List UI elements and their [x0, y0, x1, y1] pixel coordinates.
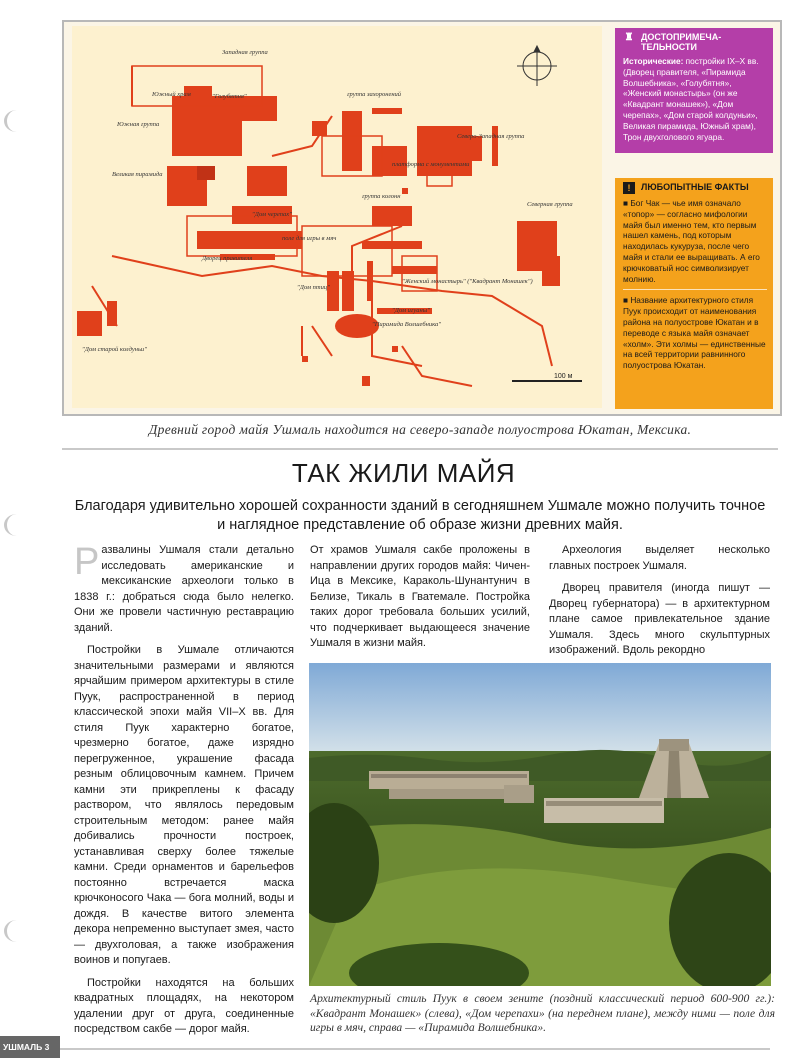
paragraph: Развалины Ушмаля стали детально исследовать американские и мексиканские археологи только в 1838 г.: добраться сюда было нелегко. Они же провели частичную реставрацию зданий. — [74, 541, 294, 634]
map-label: Западная группа — [222, 49, 268, 56]
map-label: Великая пирамида — [112, 171, 163, 178]
article-title: ТАК ЖИЛИ МАЙЯ — [291, 458, 516, 488]
sights-title: ДОСТОПРИМЕЧА-ТЕЛЬНОСТИ — [641, 32, 722, 52]
map-scale: 100 м — [554, 373, 573, 380]
fact-item: ■ Бог Чак — чье имя означало «топор» — согласно мифологии майя был именно тем, кто первым нашел камень, под которым находилась кукуруза, после чего майя и стали ее выращивать. А его крючковатый нос символизирует молнию. — [623, 198, 760, 284]
map-label: "Дом игуаны" — [392, 307, 430, 314]
map-label: "Женский монастырь" ("Квадрант Монашек") — [402, 278, 533, 285]
map-label: Северная группа — [527, 201, 573, 208]
map-label: "Пирамида Волшебника" — [372, 321, 441, 328]
sights-label: Исторические: — [623, 56, 684, 66]
castle-icon: ♜ — [624, 32, 634, 43]
site-map — [72, 26, 602, 408]
map-label: платформа с монументами — [392, 161, 470, 168]
map-label: группа захоронений — [347, 91, 402, 98]
map-label: Южный храм — [152, 91, 191, 98]
paragraph: Постройки находятся на больших квадратных площадях, на некотором удалении друг от друга, соединенные посредством сакбе — дорог майя. — [74, 976, 294, 1035]
map-label: Северо-Западная группа — [457, 133, 525, 140]
photo-caption: Архитектурный стиль Пуук в своем зените (поздний классический период 600-900 гг.): «Квадрант Монашек» (слева), «Дом черепахи» (на переднем плане), между ними — поле для игры в мяч, справа — «Пирамида Волшебника». — [310, 992, 775, 1034]
map-label: "Дом птиц" — [297, 284, 330, 291]
facts-title: ЛЮБОПЫТНЫЕ ФАКТЫ — [641, 182, 749, 192]
exclamation-icon: ! — [623, 182, 635, 194]
article-lead: Благодаря удивительно хорошей сохранности зданий в сегодняшнем Ушмале можно получить точное и наглядное представление об образе жизни древних майя. — [74, 498, 766, 533]
paragraph: Археология выделяет несколько главных построек Ушмаля. — [549, 544, 770, 572]
uxmal-photo — [309, 663, 771, 986]
map-label: поле для игры в мяч — [282, 235, 337, 242]
binder-hole — [4, 514, 29, 536]
divider — [62, 448, 778, 450]
map-label: "Дом старой колдуньи" — [82, 346, 147, 353]
map-label: Дворец правителя — [202, 255, 253, 262]
paragraph: Дворец правителя (иногда пишут — Дворец губернатора) — в архитектурном плане самое привлекательное здание Ушмаля. Здесь много скульптурных изображений. Вдоль рекордно — [549, 582, 770, 656]
sights-box — [615, 28, 773, 153]
divider — [60, 1048, 770, 1050]
map-label: "Голубятня" — [212, 93, 247, 100]
article-column-2 — [310, 543, 530, 659]
sights-text: постройки IX–X вв. (Дворец правителя, «Пирамида Волшебника», «Голубятня», «Женский монастырь» (он же «Квадрант монашек»), «Дом черепах», «Дом старой колдуньи», Великая пирамида, Южный храм), Трон двухголового ягуара. — [623, 56, 759, 142]
facts-box — [615, 178, 773, 409]
page-label: УШМАЛЬ 3 — [0, 1036, 60, 1058]
map-label: "Дом черепах" — [252, 211, 292, 218]
paragraph: От храмов Ушмаля сакбе проложены в направлении других городов майя: Чичен-Ица в Мексике, Караколь-Шунантунич в Белизе, Тикаль в Гватемале. Постройка таких дорог требовала больших усилий, что подчеркивает выдающееся значение Ушмаля в жизни майя. — [310, 544, 530, 649]
binder-hole — [4, 920, 29, 942]
map-label: группа колонн — [362, 193, 401, 200]
paragraph: Постройки в Ушмале отличаются значительными размерами и являются ярчайшим примером архитектуры в стиле Пуук, распространенной в период классической эпохи майя VII–X вв. Для стиля Пуук характерно богатое, чрезмерно богатое, даже изрядно перегруженное, украшение фасада резным облицовочным камнем. Причем камни эти прикреплены к фасаду раствором, что являлось передовым строительным методом: ранее майя добивались прочности построек, устанавливая сверху более тяжелые камни. Среди орнаментов и барельефов постоянно встречается маска крючконосого Чака — бога молний, воды и дождя. В качестве витого элемента декора непременно выступает змея, часто — двухголовая, а также изображения воинов и попугаев. — [74, 644, 294, 966]
map-label: Южная группа — [117, 121, 160, 128]
article-column-3 — [549, 543, 770, 666]
map-caption: Древний город майя Ушмаль находится на северо-западе полуострова Юкатан, Мексика. — [148, 422, 692, 437]
binder-hole — [4, 110, 29, 132]
north-arrow-icon — [517, 46, 557, 86]
article-column-1 — [74, 543, 294, 1045]
drop-cap: Р — [74, 541, 100, 583]
fact-item: ■ Название архитектурного стиля Пуук происходит от наименования района на полуострове Юкатан и в переводе с языка майя означает «холм». Эти холмы — единственные на всей территории равнинного полуострова Юкатан. — [623, 295, 766, 371]
